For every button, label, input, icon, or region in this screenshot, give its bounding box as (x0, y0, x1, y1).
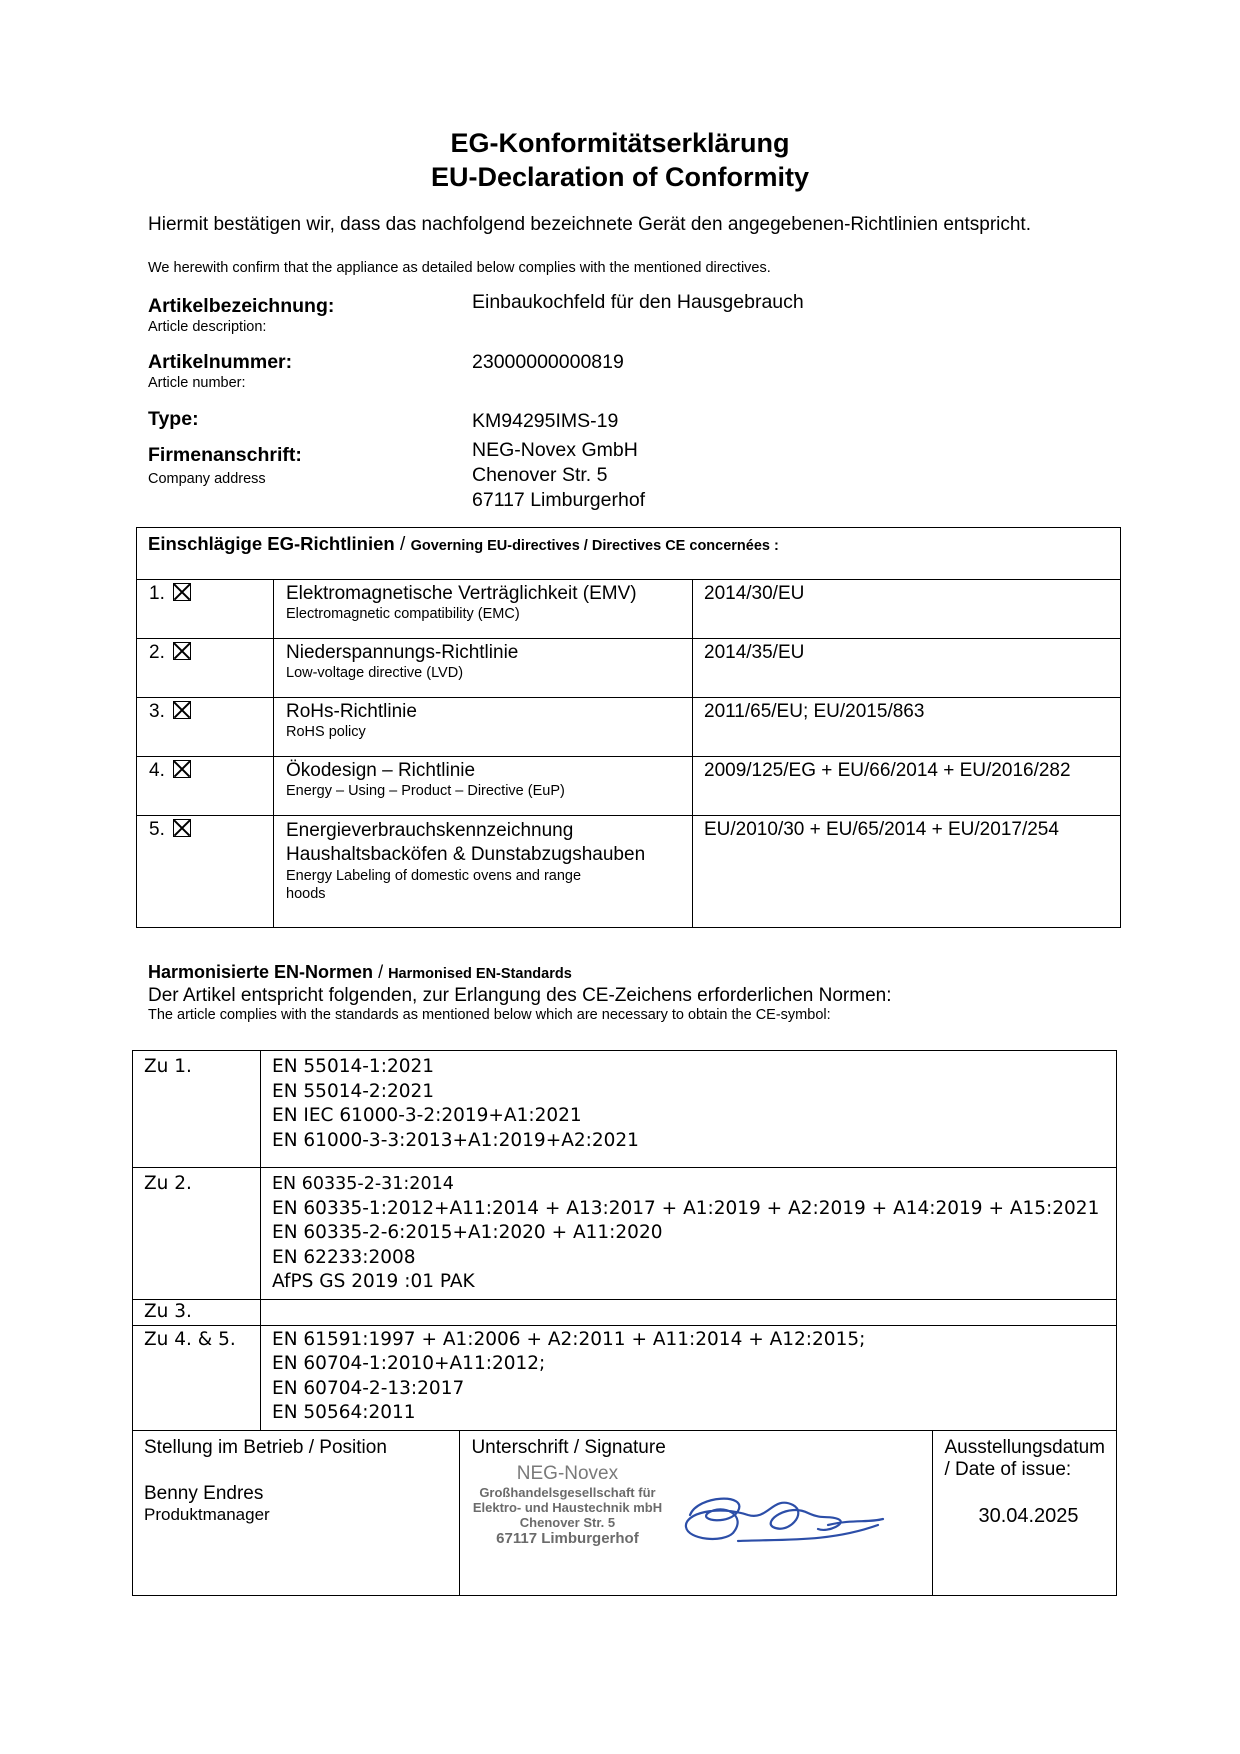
article-description-value: Einbaukochfeld für den Hausgebrauch (472, 291, 804, 313)
directive-de: Ökodesign – Richtlinie (286, 760, 476, 781)
directive-de: RoHs-Richtlinie (286, 701, 417, 722)
intro-en: We herewith confirm that the appliance as detailed below complies with the mentioned directives. (148, 260, 771, 276)
directives-header-en: Governing EU-directives / Directives CE concernées : (410, 538, 779, 554)
stamp-line: Elektro- und Haustechnik mbH (472, 1499, 663, 1515)
standard-line: EN 60335-1:2012+A11:2014 + A13:2017 + A1:2019 + A2:2019 + A14:2019 + A15:2021 (272, 1197, 1100, 1219)
directive-de: Niederspannungs-Richtlinie (286, 642, 519, 663)
directive-en: Electromagnetic compatibility (EMC) (286, 606, 520, 622)
signature-label: Unterschrift / Signature (471, 1436, 666, 1458)
directive-row (137, 639, 1121, 698)
signature-cell (460, 1430, 933, 1595)
company-line3: 67117 Limburgerhof (472, 489, 646, 511)
standards-label: Zu 1. (133, 1051, 261, 1168)
directive-ref: 2014/30/EU (693, 580, 1121, 639)
directives-header-de: Einschlägige EG-Richtlinien (148, 533, 395, 554)
article-description-sub: Article description: (148, 319, 267, 335)
checkbox-checked-icon (173, 760, 191, 778)
article-number-value: 23000000000819 (472, 351, 624, 373)
standard-line: EN 60335-2-6:2015+A1:2020 + A11:2020 (272, 1222, 663, 1243)
type-label: Type: (148, 408, 199, 430)
title-en: EU-Declaration of Conformity (430, 162, 810, 192)
standards-row (133, 1051, 1117, 1168)
company-label: Firmenanschrift: (148, 444, 302, 466)
standard-line: EN 62233:2008 (272, 1246, 416, 1268)
date-label-1: Ausstellungsdatum (944, 1436, 1105, 1458)
harmonised-title-sep: / (373, 962, 389, 982)
directive-num: 1. (149, 583, 165, 604)
directive-en: Energy – Using – Product – Directive (EuP) (286, 783, 565, 799)
article-number-sub: Article number: (148, 375, 246, 391)
directives-header (137, 528, 1121, 580)
harmonised-title-de: Harmonisierte EN-Normen (148, 962, 374, 982)
directive-row (137, 816, 1121, 928)
standards-row (133, 1300, 1117, 1326)
date-of-issue: 30.04.2025 (978, 1504, 1079, 1527)
standards-label: Zu 2. (133, 1168, 261, 1300)
harmonised-title (148, 962, 572, 983)
article-description-label: Artikelbezeichnung: (148, 295, 335, 317)
type-value: KM94295IMS-19 (472, 410, 619, 432)
directive-ref: 2011/65/EU; EU/2015/863 (693, 698, 1121, 757)
company-line2: Chenover Str. 5 (472, 464, 608, 486)
standard-line: EN 55014-2:2021 (272, 1080, 435, 1102)
standards-label: Zu 4. & 5. (133, 1325, 261, 1430)
directive-ref: 2014/35/EU (693, 639, 1121, 698)
standard-line: EN 60704-2-13:2017 (272, 1377, 465, 1399)
standards-row (133, 1168, 1117, 1300)
standard-line: EN 55014-1:2021 (272, 1056, 435, 1077)
stamp-line: Großhandelsgesellschaft für (479, 1484, 656, 1500)
checkbox-checked-icon (173, 701, 191, 719)
standard-line: EN 60704-1:2010+A11:2012; (272, 1353, 546, 1374)
signatory-role: Produktmanager (144, 1504, 270, 1524)
directives-table (136, 527, 1121, 928)
directive-num: 5. (149, 819, 165, 840)
stamp-line: NEG-Novex (516, 1462, 619, 1484)
date-label-2: / Date of issue: (944, 1458, 1072, 1480)
directive-row (137, 757, 1121, 816)
stamp-line: Chenover Str. 5 (519, 1514, 616, 1530)
directive-ref: 2009/125/EG + EU/66/2014 + EU/2016/282 (693, 757, 1121, 816)
directive-num: 4. (149, 760, 165, 781)
signature-row (133, 1430, 1117, 1595)
directives-header-sep: / (394, 534, 411, 555)
company-stamp (462, 1463, 672, 1547)
handwritten-signature (678, 1485, 898, 1555)
standards-row (133, 1325, 1117, 1430)
standard-line: AfPS GS 2019 :01 PAK (272, 1271, 475, 1292)
checkbox-checked-icon (173, 642, 191, 660)
standard-line: EN IEC 61000-3-2:2019+A1:2021 (272, 1105, 582, 1126)
directive-num: 3. (149, 701, 165, 722)
standards-label: Zu 3. (133, 1300, 261, 1326)
signatory-name: Benny Endres (144, 1482, 264, 1504)
checkbox-checked-icon (173, 583, 191, 601)
position-label: Stellung im Betrieb / Position (144, 1436, 387, 1458)
stamp-line: 67117 Limburgerhof (496, 1529, 639, 1547)
directive-row (137, 580, 1121, 639)
standard-line: EN 61591:1997 + A1:2006 + A2:2011 + A11:2014 + A12:2015; (272, 1328, 866, 1350)
title-de: EG-Konformitätserklärung (450, 128, 790, 158)
checkbox-checked-icon (173, 819, 191, 837)
directive-en: RoHS policy (286, 724, 366, 740)
standard-line: EN 61000-3-3:2013+A1:2019+A2:2021 (272, 1129, 639, 1151)
harmonised-de: Der Artikel entspricht folgenden, zur Erlangung des CE-Zeichens erforderlichen Normen: (148, 985, 892, 1006)
date-cell (933, 1430, 1117, 1595)
company-sub: Company address (148, 471, 266, 487)
standard-line: EN 60335-2-31:2014 (272, 1174, 454, 1194)
directive-de: Elektromagnetische Verträglichkeit (EMV) (286, 583, 637, 604)
directive-en: Energy Labeling of domestic ovens and range hoods (286, 868, 582, 902)
intro-de: Hiermit bestätigen wir, dass das nachfolgend bezeichnete Gerät den angegebenen-Richtlinien entspricht. (148, 214, 1031, 235)
directive-ref: EU/2010/30 + EU/65/2014 + EU/2017/254 (693, 816, 1121, 928)
directive-de: Energieverbrauchskennzeichnung Haushaltsbacköfen & Dunstabzugshauben (286, 820, 646, 865)
directive-row (137, 698, 1121, 757)
position-cell (133, 1430, 460, 1595)
harmonised-en: The article complies with the standards as mentioned below which are necessary to obtain the CE-symbol: (148, 1007, 831, 1023)
standards-table (132, 1050, 1117, 1596)
standard-line: EN 50564:2011 (272, 1402, 416, 1423)
directive-num: 2. (149, 642, 165, 663)
directive-en: Low-voltage directive (LVD) (286, 665, 464, 681)
harmonised-title-en: Harmonised EN-Standards (388, 966, 572, 982)
article-number-label: Artikelnummer: (148, 351, 293, 373)
company-line1: NEG-Novex GmbH (472, 439, 638, 461)
